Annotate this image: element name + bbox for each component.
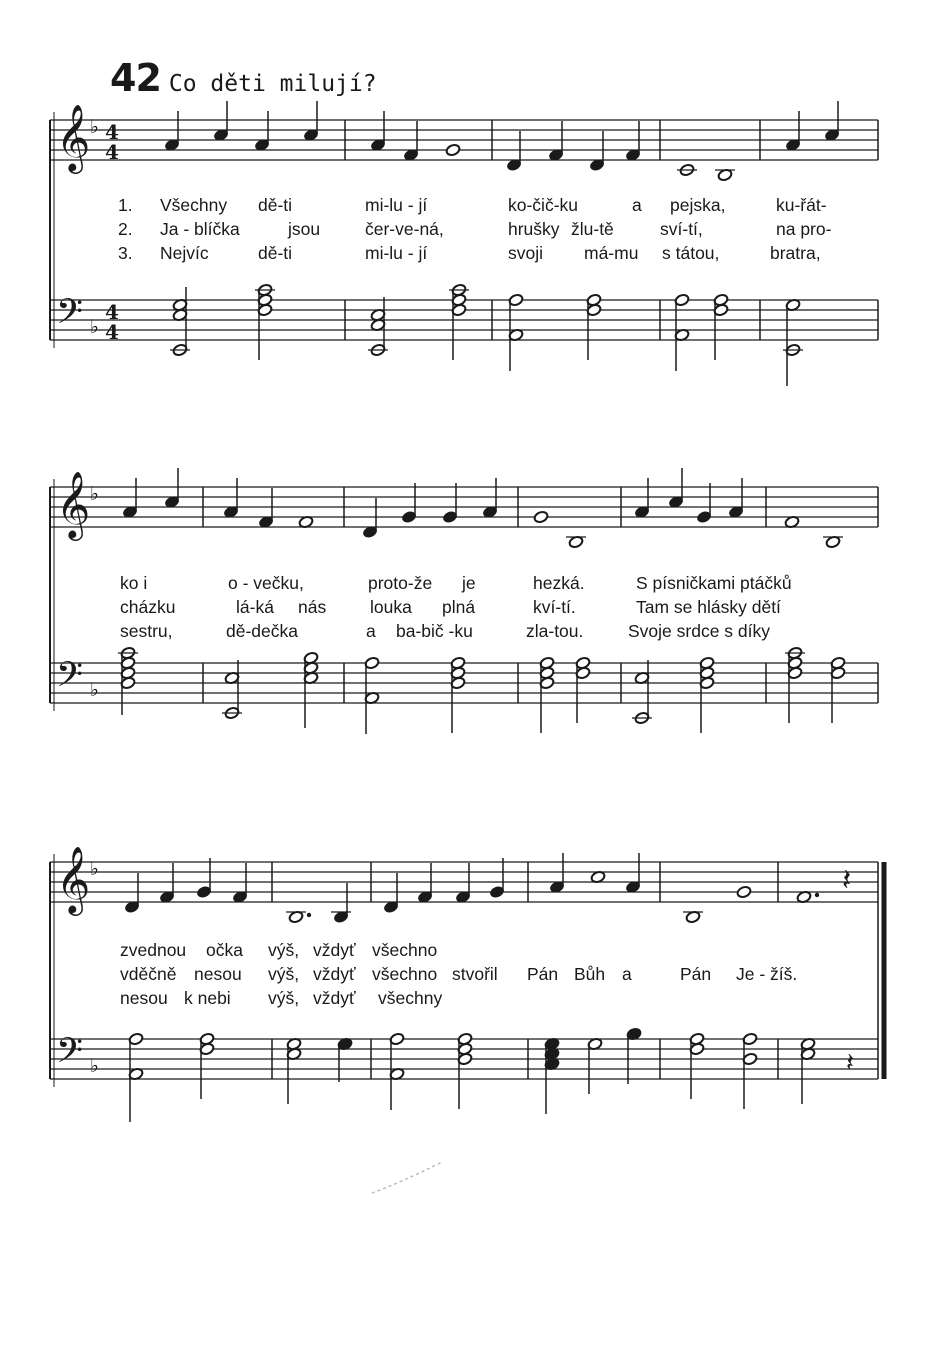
time-signature-bottom: 4: [105, 140, 119, 164]
key-flat-bass: ♭: [90, 679, 99, 701]
verse-number: 1.: [118, 195, 133, 215]
lyric-syllable: sestru,: [120, 621, 173, 641]
lyric-syllable: a: [632, 195, 642, 215]
time-signature-top: 4: [105, 120, 119, 144]
key-flat-treble: ♭: [90, 483, 99, 505]
lyric-syllable: vždyť: [313, 964, 356, 984]
lyric-syllable: ko-čič-ku: [508, 195, 579, 215]
lyric-syllable: kví-tí.: [533, 597, 576, 617]
lyric-syllable: nesou: [194, 964, 242, 984]
lyric-syllable: na pro-: [776, 219, 832, 239]
lyric-syllable: S písničkami ptáčků: [636, 573, 792, 593]
lyric-syllable: zla-tou.: [526, 621, 584, 641]
lyric-syllable: očka: [206, 940, 243, 960]
lyric-syllable: Tam se hlásky dětí: [636, 597, 781, 617]
melody-note: [533, 510, 549, 523]
lyric-syllable: vždyť: [313, 988, 356, 1008]
song-number: 42: [110, 56, 161, 100]
lyric-syllable: k nebi: [184, 988, 231, 1008]
dot: [815, 893, 819, 897]
key-flat-treble: ♭: [90, 116, 99, 138]
lyric-syllable: výš,: [268, 964, 300, 984]
lyric-syllable: všechno: [372, 940, 438, 960]
bass-clef: 𝄢: [56, 1030, 84, 1079]
melody-note: [736, 885, 752, 898]
key-flat-bass: ♭: [90, 1055, 99, 1077]
lyric-syllable: čer-ve-ná,: [365, 219, 444, 239]
time-signature-bottom: 4: [105, 320, 119, 344]
lyric-syllable: Všechny: [160, 195, 228, 215]
lyric-syllable: ku-řát-: [776, 195, 827, 215]
lyric-syllable: nesou: [120, 988, 168, 1008]
bass-clef: 𝄢: [56, 291, 84, 340]
treble-clef: 𝄞: [56, 103, 91, 171]
lyric-syllable: všechny: [378, 988, 443, 1008]
lyric-syllable: výš,: [268, 940, 300, 960]
song-header: [110, 56, 377, 100]
lyric-syllable: cházku: [120, 597, 176, 617]
lyric-syllable: dě-dečka: [226, 621, 298, 641]
lyric-syllable: Je - žíš.: [736, 964, 798, 984]
dot: [307, 913, 311, 917]
lyric-syllable: Nejvíc: [160, 243, 209, 263]
lyric-syllable: nás: [298, 597, 327, 617]
lyric-syllable: proto-že: [368, 573, 433, 593]
lyric-syllable: je: [462, 573, 476, 593]
song-title: Co děti milují?: [168, 71, 377, 97]
lyric-syllable: jsou: [288, 219, 321, 239]
lyric-syllable: Svoje srdce s díky: [628, 621, 770, 641]
treble-clef: 𝄞: [56, 845, 91, 913]
bass-clef: 𝄢: [56, 654, 84, 703]
lyric-syllable: a: [366, 621, 376, 641]
time-signature-top: 4: [105, 300, 119, 324]
lyric-syllable: Pán: [680, 964, 712, 984]
lyric-syllable: vždyť: [313, 940, 356, 960]
lyric-syllable: svoji: [508, 243, 544, 263]
lyric-syllable: lá-ká: [236, 597, 274, 617]
quarter-rest: 𝄽: [842, 863, 852, 898]
lyric-syllable: sví-tí,: [660, 219, 703, 239]
lyric-syllable: ko i: [120, 573, 148, 593]
lyric-syllable: Pán: [527, 964, 559, 984]
lyric-syllable: s tátou,: [662, 243, 720, 263]
lyric-syllable: má-mu: [584, 243, 639, 263]
quarter-rest: 𝄽: [846, 1048, 854, 1078]
lyric-syllable: bratra,: [770, 243, 821, 263]
lyric-syllable: vděčně: [120, 964, 177, 984]
lyric-syllable: o - večku,: [228, 573, 304, 593]
lyric-syllable: výš,: [268, 988, 300, 1008]
lyric-syllable: stvořil: [452, 964, 498, 984]
melody-note: [445, 143, 461, 156]
lyric-syllable: a: [622, 964, 632, 984]
lyric-syllable: mi-lu - jí: [365, 195, 428, 215]
lyric-syllable: hrušky: [508, 219, 560, 239]
lyric-syllable: Bůh: [574, 964, 606, 984]
lyric-syllable: plná: [442, 597, 476, 617]
lyric-syllable: zvednou: [120, 940, 187, 960]
lyric-syllable: Ja - blíčka: [160, 219, 240, 239]
lyric-syllable: všechno: [372, 964, 438, 984]
treble-clef: 𝄞: [56, 470, 91, 538]
lyric-syllable: žlu-tě: [571, 219, 614, 239]
lyric-syllable: dě-ti: [258, 195, 293, 215]
scan-mark: [372, 1162, 442, 1193]
lyric-syllable: ba-bič -ku: [396, 621, 473, 641]
lyric-syllable: mi-lu - jí: [365, 243, 428, 263]
lyric-syllable: dě-ti: [258, 243, 293, 263]
verse-number: 3.: [118, 243, 133, 263]
key-flat-treble: ♭: [90, 858, 99, 880]
lyric-syllable: hezká.: [533, 573, 585, 593]
verse-number: 2.: [118, 219, 133, 239]
lyric-syllable: louka: [370, 597, 412, 617]
lyric-syllable: pejska,: [670, 195, 726, 215]
key-flat-bass: ♭: [90, 316, 99, 338]
